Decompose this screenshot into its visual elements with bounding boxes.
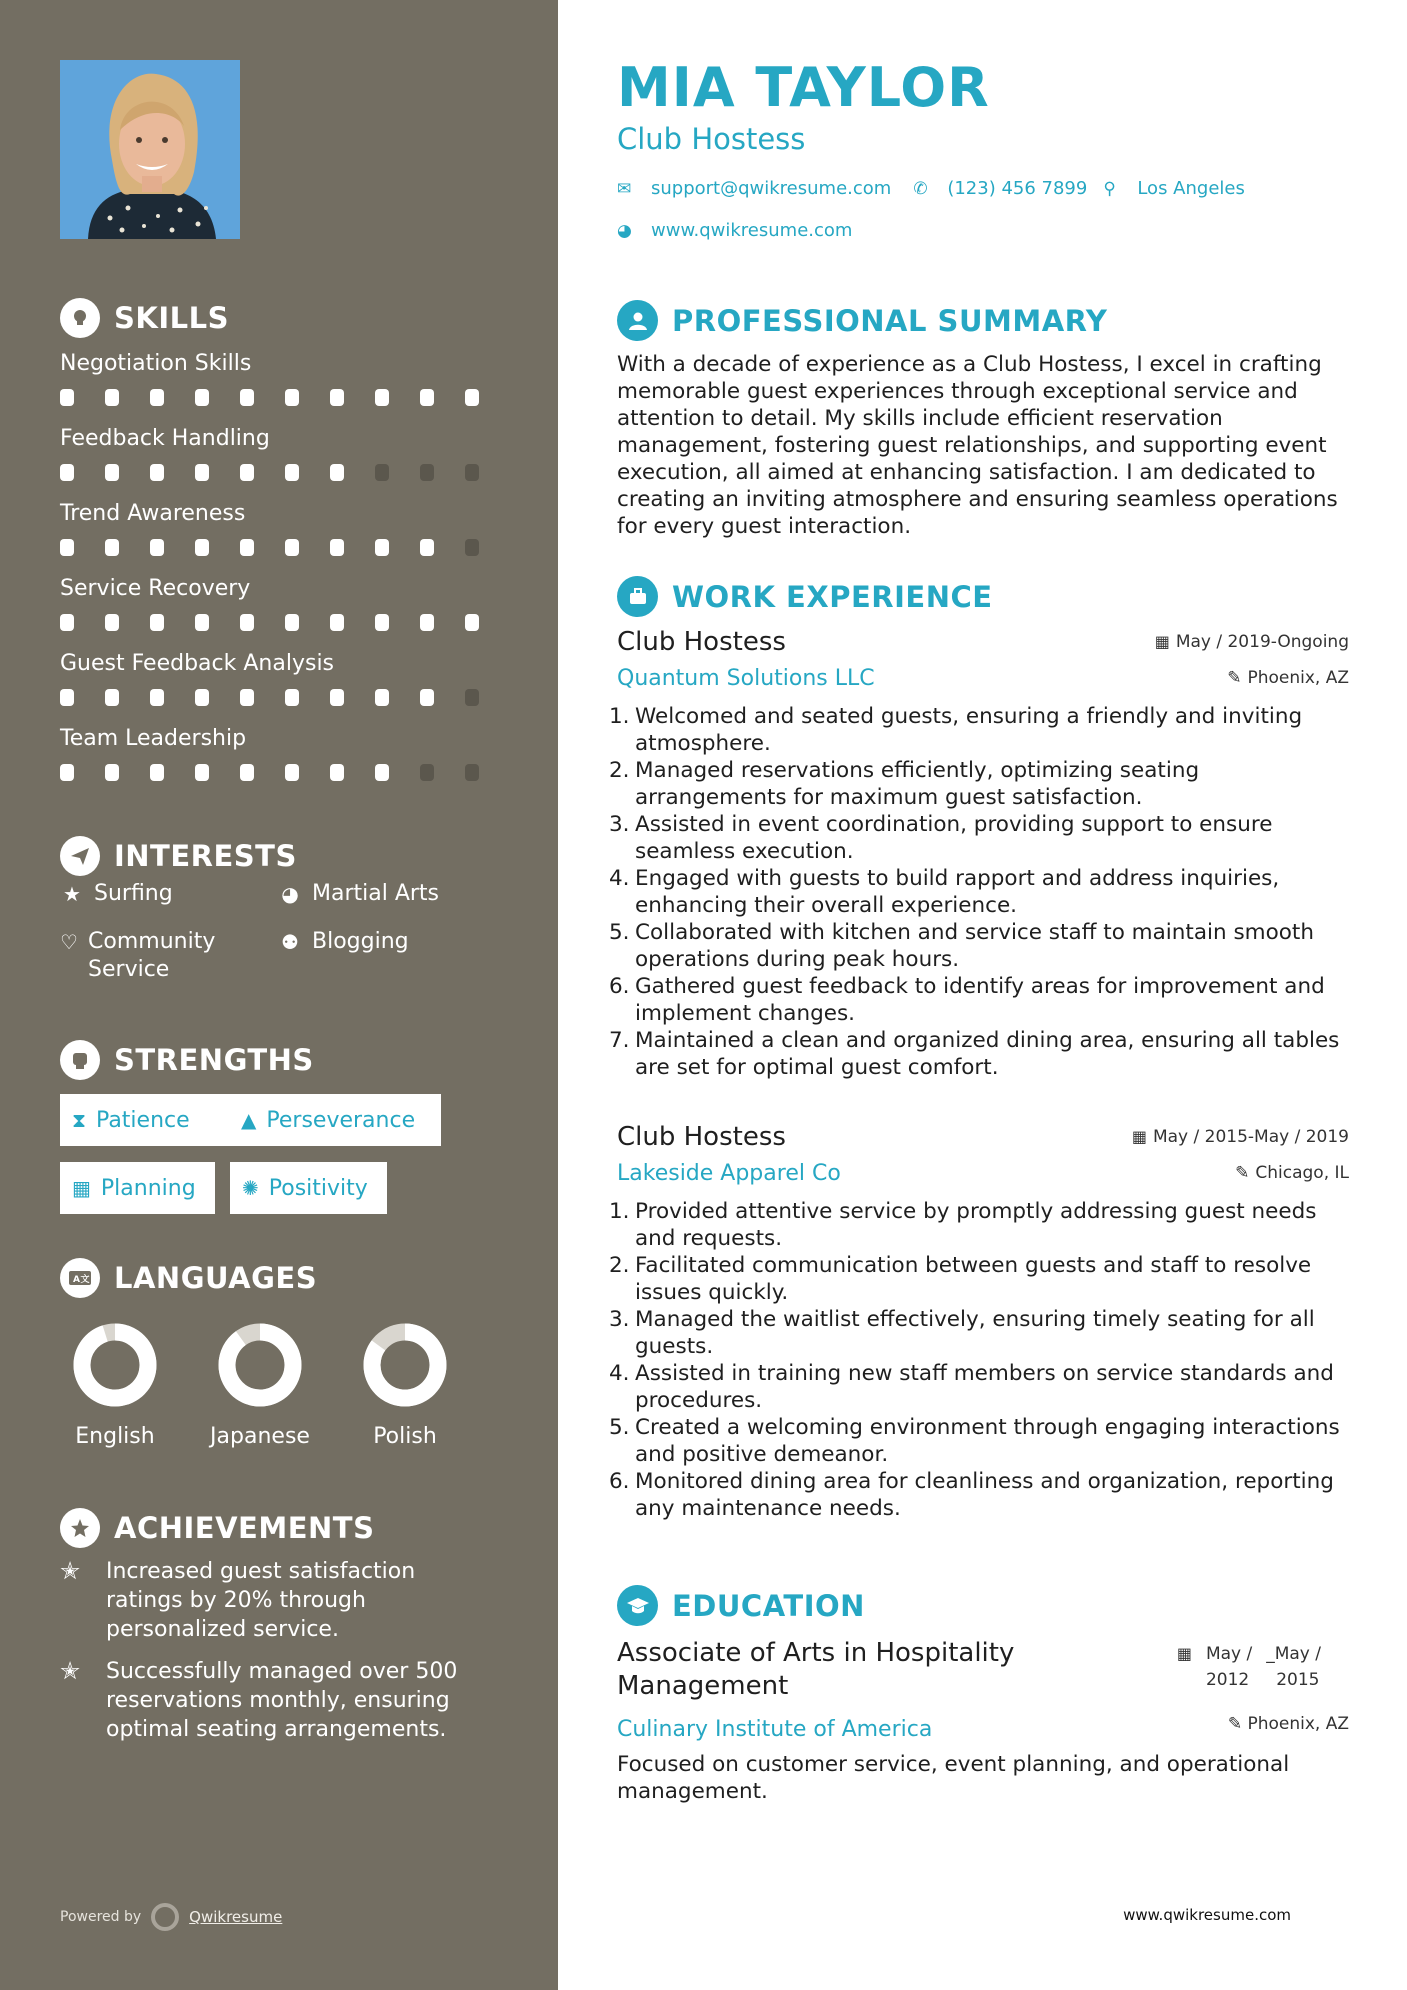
skill-dot-filled [150, 614, 164, 631]
skill-dot-filled [285, 389, 299, 406]
skill-dot-filled [240, 689, 254, 706]
language-name: Japanese [210, 1424, 310, 1449]
sun-icon: ✺ [242, 1176, 259, 1200]
skill-dot-filled [285, 464, 299, 481]
skill-dot-filled [150, 464, 164, 481]
skill-dot-filled [285, 614, 299, 631]
language-level-ring [360, 1320, 450, 1410]
email-link[interactable]: support@qwikresume.com [651, 178, 892, 199]
phone-text: (123) 456 7899 [947, 178, 1088, 199]
skill-rating [60, 539, 510, 556]
powered-by-label: Powered by [60, 1909, 142, 1925]
interest-label: Martial Arts [312, 881, 440, 906]
hourglass-icon: ⧗ [72, 1108, 87, 1132]
trophy-icon [60, 1508, 100, 1548]
interest-label: Community Service [88, 929, 216, 982]
skill-dot-filled [240, 764, 254, 781]
skill-name: Service Recovery [60, 576, 251, 601]
education-title: EDUCATION [672, 1588, 865, 1623]
skill-dot-filled [150, 689, 164, 706]
map-pin-icon: ⚲ [1103, 178, 1116, 199]
users-icon: ⚉ [281, 930, 299, 954]
language-level-ring [70, 1320, 160, 1410]
skill-dot-filled [105, 764, 119, 781]
skill-item [60, 424, 510, 499]
skill-item [60, 649, 510, 724]
language-item [55, 1320, 175, 1449]
strength-chip [60, 1094, 238, 1146]
job-title: Club Hostess [617, 1122, 786, 1152]
duty-number: 1. [609, 1199, 630, 1224]
phone-icon: ✆ [913, 178, 928, 199]
skill-dot-filled [420, 539, 434, 556]
duty-number: 6. [609, 1469, 630, 1494]
fist-icon [60, 1040, 100, 1080]
skill-name: Negotiation Skills [60, 351, 252, 376]
skill-dot-filled [285, 539, 299, 556]
svg-text:A文: A文 [73, 1275, 90, 1285]
skill-dot-filled [240, 464, 254, 481]
skill-dot-filled [330, 614, 344, 631]
skill-item [60, 724, 510, 799]
language-name: Polish [373, 1424, 437, 1449]
skill-dot-filled [60, 689, 74, 706]
job-duty: 2. Managed reservations efficiently, optimizing seating arrangements for maximum guest satisfaction. [609, 758, 1200, 810]
calendar-icon: ▦ [1176, 1644, 1192, 1663]
achievement-item [60, 1557, 480, 1644]
achievements-heading [60, 1508, 374, 1548]
skill-dot-empty [465, 764, 479, 781]
graduation-icon [617, 1585, 658, 1626]
skill-dot-filled [195, 539, 209, 556]
job-company: Lakeside Apparel Co [617, 1161, 841, 1186]
skill-dot-empty [375, 464, 389, 481]
skill-dot-filled [420, 689, 434, 706]
interest-item [278, 928, 409, 956]
skill-item [60, 349, 510, 424]
skill-dot-filled [195, 464, 209, 481]
skill-name: Feedback Handling [60, 426, 270, 451]
skill-dot-filled [195, 764, 209, 781]
skill-name: Team Leadership [60, 726, 247, 751]
experience-title: WORK EXPERIENCE [672, 579, 993, 614]
pin-icon: ✎ [1235, 1163, 1250, 1183]
job-date: ▦ May / 2015-May / 2019 [1131, 1127, 1349, 1147]
skill-dot-filled [330, 539, 344, 556]
candidate-name: MIA TAYLOR [617, 56, 990, 119]
job-duty: 3. Managed the waitlist effectively, ensuring timely seating for all guests. [609, 1307, 1315, 1359]
globe-icon: ◕ [617, 220, 632, 241]
skill-dot-filled [240, 389, 254, 406]
job-duties [609, 703, 1349, 1081]
achievements-list [60, 1557, 480, 1757]
strength-chip [60, 1162, 215, 1214]
skill-dot-filled [330, 389, 344, 406]
sidebar [0, 0, 558, 1990]
skill-dot-empty [465, 539, 479, 556]
qwikresume-logo-icon [151, 1903, 179, 1931]
skill-dot-filled [465, 389, 479, 406]
duty-number: 7. [609, 1028, 630, 1053]
achievement-item [60, 1657, 480, 1744]
skill-dot-filled [105, 464, 119, 481]
footer-url[interactable]: www.qwikresume.com [1123, 1906, 1291, 1924]
star-icon: ★ [63, 882, 81, 906]
skill-dot-filled [285, 689, 299, 706]
skill-dot-filled [195, 389, 209, 406]
duty-number: 2. [609, 758, 630, 783]
strength-label: Positivity [268, 1175, 368, 1201]
skill-dot-filled [60, 389, 74, 406]
shooting-star-icon: ✭ [60, 1657, 81, 1685]
achievements-title: ACHIEVEMENTS [114, 1511, 375, 1545]
skills-title: SKILLS [114, 301, 229, 335]
skill-dot-filled [60, 764, 74, 781]
user-icon [617, 300, 658, 341]
job-duty: 6. Monitored dining area for cleanliness and organization, reporting any maintenance needs. [609, 1469, 1334, 1521]
skill-dot-filled [330, 689, 344, 706]
briefcase-icon [617, 576, 658, 617]
shooting-star-icon: ✭ [60, 1557, 81, 1585]
job-location: ✎ Phoenix, AZ [1227, 668, 1349, 688]
education-heading [617, 1585, 865, 1626]
website-row [617, 220, 852, 241]
powered-by [60, 1903, 282, 1931]
skill-rating [60, 689, 510, 706]
duty-number: 3. [609, 1307, 630, 1332]
education-school: Culinary Institute of America [617, 1717, 933, 1742]
duty-number: 5. [609, 1415, 630, 1440]
calendar-icon: ▦ [1154, 632, 1170, 651]
education-degree: Associate of Arts in Hospitality Management [617, 1638, 1015, 1701]
skills-heading [60, 298, 229, 338]
road-icon: ▲ [241, 1108, 257, 1132]
interest-item [278, 880, 439, 908]
envelope-icon: ✉ [617, 178, 632, 199]
qwikresume-link[interactable]: Qwikresume [189, 1908, 283, 1926]
contact-row [617, 178, 1245, 199]
strengths-list [60, 1094, 510, 1224]
duty-number: 3. [609, 812, 630, 837]
job-duty: 3. Assisted in event coordination, providing support to ensure seamless execution. [609, 812, 1273, 864]
interests-title: INTERESTS [114, 839, 297, 873]
achievement-text: Successfully managed over 500 reservations monthly, ensuring optimal seating arrangements. [106, 1659, 458, 1742]
skill-dot-filled [240, 614, 254, 631]
job-location: ✎ Chicago, IL [1235, 1163, 1349, 1183]
languages-list [60, 1320, 510, 1460]
skill-rating [60, 764, 510, 781]
education-location: ✎ Phoenix, AZ [1227, 1714, 1349, 1734]
skill-dot-filled [105, 539, 119, 556]
job-duty: 5. Collaborated with kitchen and service staff to maintain smooth operations during peak hours. [609, 920, 1314, 972]
education-entry [617, 1637, 1349, 1805]
skill-name: Guest Feedback Analysis [60, 651, 335, 676]
job-entry [609, 1121, 1349, 1522]
job-duty: 4. Assisted in training new staff members on service standards and procedures. [609, 1361, 1334, 1413]
job-duty: 4. Engaged with guests to build rapport and address inquiries, enhancing their overall experience. [609, 866, 1280, 918]
skill-rating [60, 464, 510, 481]
skill-dot-filled [150, 389, 164, 406]
skill-rating [60, 614, 510, 631]
languages-heading [60, 1258, 317, 1298]
skill-dot-filled [375, 539, 389, 556]
skill-dot-filled [60, 464, 74, 481]
pin-icon: ✎ [1227, 668, 1242, 688]
calendar-icon: ▦ [72, 1176, 91, 1200]
skill-dot-filled [330, 464, 344, 481]
duty-number: 6. [609, 974, 630, 999]
language-item [345, 1320, 465, 1449]
skill-item [60, 499, 510, 574]
job-duties [609, 1198, 1349, 1522]
education-date [1177, 1641, 1321, 1693]
job-title: Club Hostess [617, 627, 786, 657]
interest-label: Surfing [94, 881, 173, 906]
strengths-heading [60, 1040, 314, 1080]
education-start: May / 2012 [1205, 1644, 1253, 1690]
skill-dot-filled [420, 389, 434, 406]
languages-title: LANGUAGES [114, 1261, 318, 1295]
skill-dot-filled [375, 389, 389, 406]
language-item [200, 1320, 320, 1449]
summary-text: With a decade of experience as a Club Hostess, I excel in crafting memorable guest experiences through exceptional service and attention to detail. My skills include efficient reservation management, fostering guest relationships, and supporting event execution, all aimed at enhancing satisfaction. I am dedicated to creating an inviting atmosphere and ensuring seamless operations for every guest interaction. [617, 352, 1338, 539]
duty-number: 4. [609, 866, 630, 891]
interest-item [60, 928, 250, 984]
skill-dot-filled [330, 764, 344, 781]
skill-rating [60, 389, 510, 406]
skill-dot-empty [420, 764, 434, 781]
job-entry [609, 626, 1349, 1081]
experience-heading [617, 576, 993, 617]
achievement-text: Increased guest satisfaction ratings by 20% through personalized service. [106, 1559, 416, 1642]
job-duty: 1. Welcomed and seated guests, ensuring a friendly and inviting atmosphere. [609, 704, 1303, 756]
duty-number: 1. [609, 704, 630, 729]
summary-title: PROFESSIONAL SUMMARY [672, 303, 1108, 338]
skill-dot-filled [240, 539, 254, 556]
strength-label: Perseverance [266, 1107, 416, 1133]
skill-dot-filled [105, 614, 119, 631]
job-duty: 2. Facilitated communication between guests and staff to resolve issues quickly. [609, 1253, 1312, 1305]
hand-icon: ♡ [60, 930, 78, 954]
strength-label: Patience [96, 1107, 190, 1133]
skill-dot-filled [150, 539, 164, 556]
paper-plane-icon [60, 836, 100, 876]
language-icon [60, 1258, 100, 1298]
skill-dot-filled [105, 389, 119, 406]
candidate-role: Club Hostess [617, 122, 806, 156]
summary-heading [617, 300, 1107, 341]
language-level-ring [215, 1320, 305, 1410]
skill-dot-filled [375, 764, 389, 781]
globe-icon: ◕ [281, 882, 299, 906]
skill-dot-filled [465, 614, 479, 631]
skill-dot-filled [195, 689, 209, 706]
skill-dot-filled [60, 539, 74, 556]
skill-dot-empty [420, 464, 434, 481]
website-link[interactable]: www.qwikresume.com [651, 220, 853, 241]
lightbulb-icon [60, 298, 100, 338]
job-duty: 5. Created a welcoming environment through engaging interactions and positive demeanor. [609, 1415, 1340, 1467]
job-date: ▦ May / 2019-Ongoing [1154, 632, 1349, 652]
skill-dot-filled [60, 614, 74, 631]
profile-photo [60, 60, 240, 239]
skill-dot-filled [375, 614, 389, 631]
interest-label: Blogging [312, 929, 409, 954]
calendar-icon: ▦ [1131, 1127, 1147, 1146]
skill-dot-filled [195, 614, 209, 631]
job-duty: 1. Provided attentive service by promptly addressing guest needs and requests. [609, 1199, 1317, 1251]
skills-list [60, 349, 510, 799]
strength-label: Planning [100, 1175, 196, 1201]
strength-chip [230, 1162, 387, 1214]
job-duty: 6. Gathered guest feedback to identify areas for improvement and implement changes. [609, 974, 1325, 1026]
skill-dot-filled [420, 614, 434, 631]
skill-dot-empty [465, 464, 479, 481]
duty-number: 5. [609, 920, 630, 945]
job-duty: 7. Maintained a clean and organized dining area, ensuring all tables are set for optimal guest comfort. [609, 1028, 1340, 1080]
language-name: English [75, 1424, 155, 1449]
skill-dot-filled [105, 689, 119, 706]
skill-dot-filled [375, 689, 389, 706]
pin-icon: ✎ [1227, 1714, 1243, 1734]
skill-dot-filled [150, 764, 164, 781]
main-content [609, 0, 1349, 1990]
job-company: Quantum Solutions LLC [617, 666, 875, 691]
location-text: Los Angeles [1137, 178, 1245, 199]
duty-number: 2. [609, 1253, 630, 1278]
skill-name: Trend Awareness [60, 501, 246, 526]
interest-item [60, 880, 173, 908]
strengths-title: STRENGTHS [114, 1043, 314, 1077]
duty-number: 4. [609, 1361, 630, 1386]
interests-heading [60, 836, 297, 876]
skill-dot-filled [285, 764, 299, 781]
skill-item [60, 574, 510, 649]
education-end: _May / 2015 [1266, 1644, 1321, 1690]
strength-chip [229, 1094, 441, 1146]
education-description: Focused on customer service, event planning, and operational management. [617, 1752, 1290, 1804]
skill-dot-empty [465, 689, 479, 706]
